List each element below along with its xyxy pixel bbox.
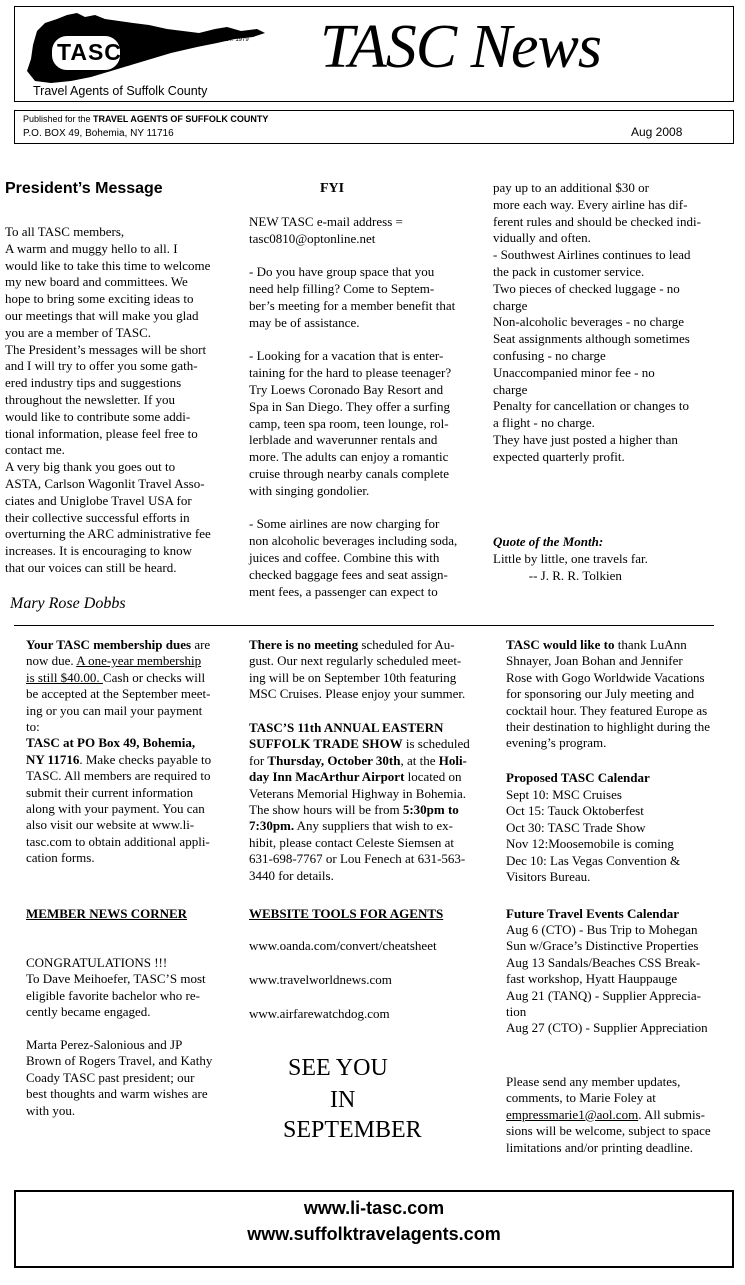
proposed-calendar-list [506, 787, 741, 885]
fyi-heading: FYI [320, 181, 345, 196]
quote-author: -- J. R. R. Tolkien [493, 568, 622, 583]
publisher-name: TRAVEL AGENTS OF SUFFOLK COUNTY [93, 114, 269, 124]
trade-show-venue: Holi- day Inn MacArthur Airport [249, 752, 467, 785]
trade-show-time: 5:30pm to 7:30pm. [249, 802, 459, 834]
calendar-item: Oct 15: Tauck Oktoberfest [506, 803, 644, 819]
proposed-calendar-heading: Proposed TASC Calendar [506, 770, 650, 785]
dues-rest: . Make checks payable to TASC. All members are required to submit their current information along with your payment. You can also visit our website at www.li- tasc.com to obtain additional appli- cation forms. [26, 751, 212, 866]
see-you-line-3: SEPTEMBER [283, 1117, 422, 1143]
dues-lead: Your TASC membership dues [26, 637, 192, 652]
calendar-item: Nov 12:Moosemobile is coming [506, 836, 674, 852]
footer-website-2[interactable]: www.suffolktravelagents.com [247, 1224, 501, 1244]
masthead [14, 6, 734, 102]
website-link-travelworldnews[interactable]: www.travelworldnews.com [249, 972, 392, 987]
logo-caption: Travel Agents of Suffolk County [33, 84, 208, 98]
calendar-item: Dec 10: Las Vegas Convention & [506, 852, 681, 868]
publication-info [14, 110, 734, 144]
member-news-heading: MEMBER NEWS CORNER [26, 906, 188, 921]
member-news-body: CONGRATULATIONS !!! To Dave Meihoefer, TASC’S most eligible favorite bachelor who re- cently became engaged. Marta Perez-Salonious and JP Brown of Rogers Travel, and Kathy Coady TASC past president; our best thoughts and warm wishes are with you. [26, 955, 213, 1118]
quote-text: Little by little, one travels far. [493, 551, 648, 566]
calendar-item: Sept 10: MSC Cruises [506, 787, 622, 802]
send-updates-text-1: Please send any member updates, comments, to Marie Foley at [506, 1074, 681, 1106]
publisher-line [23, 114, 268, 124]
send-updates-notice [506, 1074, 741, 1156]
tasc-logo [21, 9, 271, 99]
trade-show-notice [249, 720, 499, 884]
send-updates-text-2: . All submis- sions will be welcome, subject to space limitations and/or printing deadline. [506, 1106, 711, 1155]
section-divider [14, 625, 714, 626]
dues-mid: Cash or checks will be accepted at the September meet- ing or you can mail your payment to: [26, 669, 211, 735]
trade-show-text-4: Any suppliers that wish to ex- hibit, please contact Celeste Siemsen at 631-698-7767 or Lou Fenech at 631-563- 3440 for details. [249, 818, 466, 883]
publisher-address: P.O. BOX 49, Bohemia, NY 11716 [23, 128, 174, 139]
publisher-prefix: Published for the [23, 114, 94, 124]
airline-fees-continued: pay up to an additional $30 or more each way. Every airline has dif- ferent rules and should be checked indi- vidually and often. - Southwest Airlines continues to lead the pack in customer service. Two pieces of checked luggage - no charge Non-alcoholic beverages - no charge Seat assignments although sometimes confusing - no charge Unaccompanied minor fee - no charge Penalty for cancellation or changes to a flight - no charge. They have just posted a higher than expected quarterly profit. [493, 180, 701, 464]
presidents-message-body: To all TASC members, A warm and muggy hello to all. I would like to take this time to welcome my new board and committees. We hope to bring some exciting ideas to our meetings that will make you glad you are a member of TASC. The President’s messages will be short and I will try to offer you some gath- ered industry tips and suggestions throughout the newsletter. If you would like to contribute some addi- tional information, please feel free to contact me. A very big thank you goes out to ASTA, Carlson Wagonlit Travel Asso- ciates and Uniglobe Travel USA for their collective successful efforts in overturning the ARC administrative fee increases. It is encouraging to know that our voices can still be heard. [5, 224, 211, 575]
contact-email-link[interactable]: empressmarie1@aol.com [506, 1106, 639, 1122]
footer-box [14, 1190, 734, 1268]
future-events-body: Aug 6 (CTO) - Bus Trip to Mohegan Sun w/Grace’s Distinctive Properties Aug 13 Sandals/Beaches CSS Break- fast workshop, Hyatt Hauppauge Aug 21 (TANQ) - Supplier Apprecia- tion Aug 27 (CTO) - Supplier Appreciation [506, 922, 708, 1036]
trade-show-text-1: is scheduled for [249, 736, 470, 768]
thank-you-lead: TASC would like to [506, 637, 615, 652]
footer-website-1[interactable]: www.li-tasc.com [303, 1198, 445, 1218]
thank-you-rest: thank LuAnn Shnayer, Joan Bohan and Jennifer Rose with Gogo Worldwide Vacations for sponsoring our July meeting and cocktail hour. They featured Europe as their destination to highlight during the evening’s program. [506, 637, 711, 751]
trade-show-lead: TASC’S 11th ANNUAL EASTERN SUFFOLK TRADE SHOW [249, 720, 444, 752]
logo-est: EST. 1979 [221, 37, 249, 43]
no-meeting-rest: scheduled for Au- gust. Our next regularly scheduled meet- ing will be on September 10th featuring MSC Cruises. Please enjoy your summer. [249, 637, 466, 702]
logo-text: TASC [57, 39, 122, 65]
calendar-item: Oct 30: TASC Trade Show [506, 819, 646, 835]
trade-show-date: Thursday, October 30th [267, 752, 401, 768]
trade-show-text-3: located on Veterans Memorial Highway in Bohemia. The show hours will be from [249, 769, 466, 818]
dues-lead-rest: are now due. [26, 637, 211, 669]
future-events-heading: Future Travel Events Calendar [506, 906, 679, 921]
no-meeting-lead: There is no meeting [249, 637, 359, 652]
dues-amount: A one-year membership is still $40.00. [26, 653, 202, 685]
presidents-message-heading: President’s Message [5, 180, 163, 197]
trade-show-text-2: , at the [400, 752, 439, 768]
membership-dues [26, 637, 246, 867]
website-link-airfarewatchdog[interactable]: www.airfarewatchdog.com [249, 1006, 390, 1021]
see-you-line-1: SEE YOU [288, 1055, 388, 1081]
issue-date: Aug 2008 [631, 125, 683, 139]
thank-you-notice [506, 637, 741, 752]
dues-address: TASC at PO Box 49, Bohemia, NY 11716 [26, 735, 196, 767]
fyi-body: NEW TASC e-mail address = tasc0810@optonline.net - Do you have group space that you need help filling? Come to Septem- ber’s meeting for a member benefit that may be of assistance. - Looking for a vacation that is enter- taining for the hard to please teenager? Try Loews Coronado Bay Resort and Spa in San Diego. They offer a surfing camp, teen spa room, teen lounge, rol- lerblade and waverunner rentals and more. The adults can enjoy a romantic cruise through nearby canals complete with singing gondolier. - Some airlines are now charging for non alcoholic beverages including soda, juices and coffee. Combine this with checked baggage fees and seat assign- ment fees, a passenger can expect to [249, 214, 458, 599]
quote-heading: Quote of the Month: [493, 534, 604, 549]
no-meeting-notice [249, 637, 499, 703]
website-link-oanda[interactable]: www.oanda.com/convert/cheatsheet [249, 938, 437, 953]
calendar-item: Visitors Bureau. [506, 869, 591, 885]
president-signature: Mary Rose Dobbs [10, 595, 126, 612]
newsletter-title: TASC News [320, 13, 601, 81]
website-tools-heading: WEBSITE TOOLS FOR AGENTS [249, 906, 444, 921]
see-you-line-2: IN [330, 1087, 356, 1113]
